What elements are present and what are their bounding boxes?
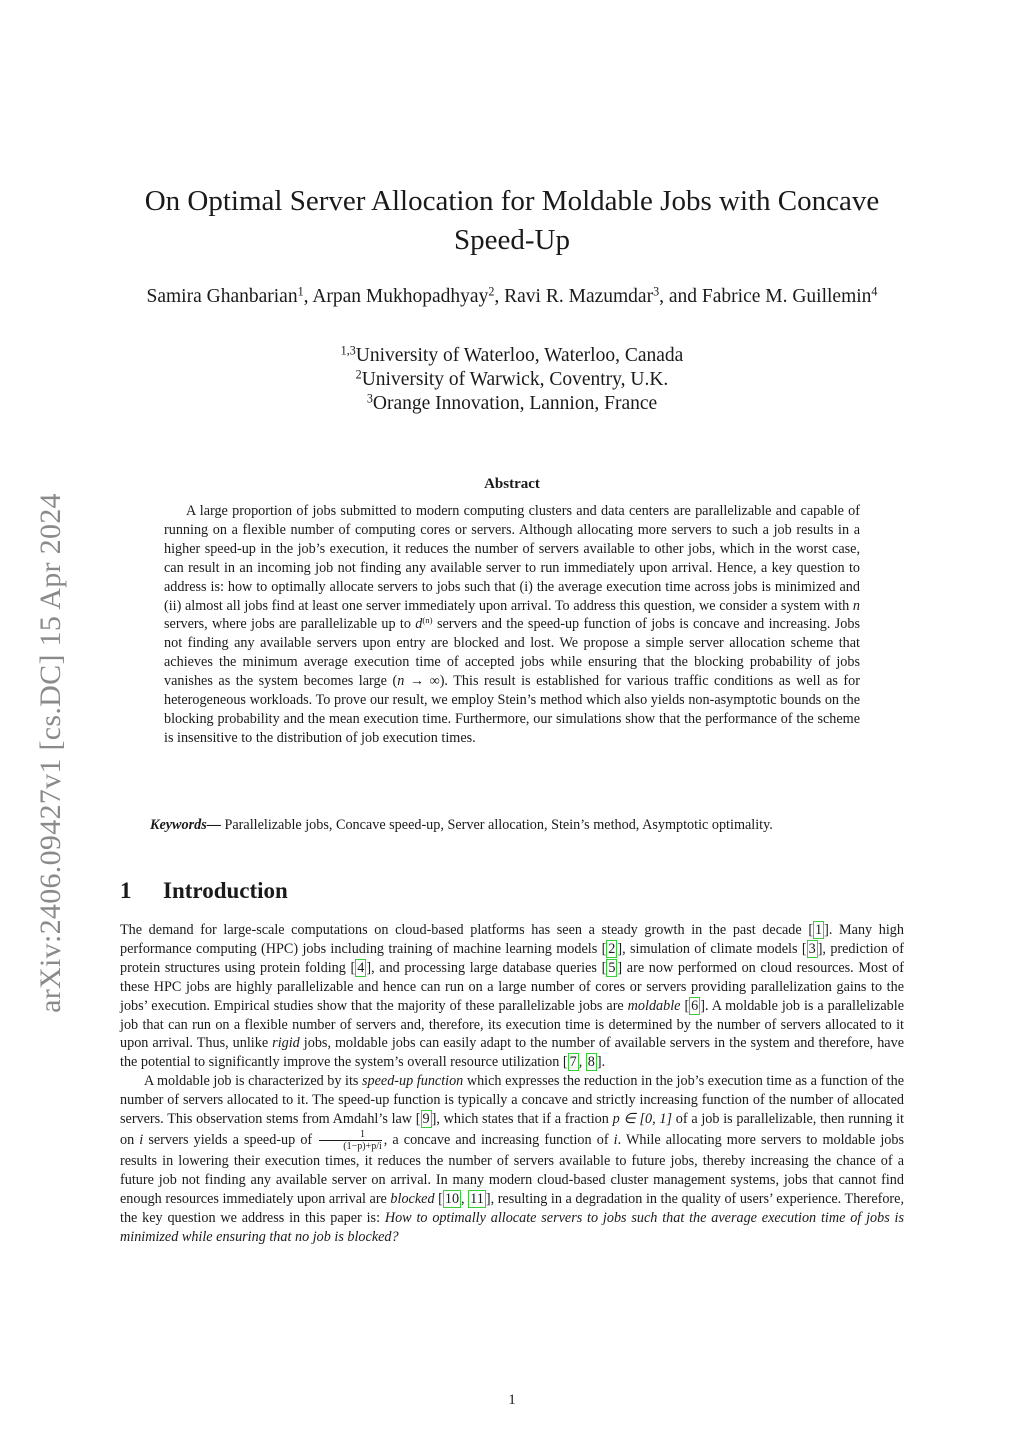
speedup-fraction: $\frac{1}{(1-p)+p/i}$	[319, 1129, 382, 1152]
author-list: Samira Ghanbarian$^1$, Arpan Mukhopadhyay$^2$, Ravi R. Mazumdar$^3$, and Fabrice M. Guillemin$^4$	[146, 284, 878, 307]
keywords: Keywords— Parallelizable jobs, Concave speed-up, Server allocation, Stein’s method, Asymptotic optimality.	[150, 817, 773, 833]
author-name: Arpan Mukhopadhyay	[312, 286, 489, 307]
author-affil-mark: 2	[488, 284, 495, 299]
citation-link[interactable]: 4	[357, 959, 365, 976]
abstract-body: A large proportion of jobs submitted to modern computing clusters and data centers are parallelizable and capable of running on a flexible number of computing cores or servers. Although allocating more servers to such a job results in a higher speed-up in the job’s execution, it reduces the number of servers available to other jobs, which in the worst case, can result in an incoming job not finding any available server to run immediately upon arrival. Hence, a key question to address is: how to optimally allocate servers to jobs such that (i) the average execution time across jobs is minimized and (ii) almost all jobs find at least one server immediately upon arrival. To address this question, we consider a system with n servers, where jobs are parallelizable up to $d^{(n)}$ servers and the speed-up function of jobs is concave and increasing. Jobs not finding any available servers upon entry are blocked and lost. We propose a simple server allocation scheme that achieves the minimum average execution time of accepted jobs while ensuring that the blocking probability of jobs vanishes as the system becomes large (n → ∞). This result is established for various traffic conditions as well as for heterogeneous workloads. To prove our result, we employ Stein’s method which also yields non-asymptotic bounds on the blocking probability and the mean execution time. Furthermore, our simulations show that the performance of the scheme is insensitive to the distribution of job execution times.	[164, 503, 860, 746]
citation-link[interactable]: 3	[808, 940, 816, 957]
affiliation: $^3$Orange Innovation, Lannion, France	[366, 391, 658, 414]
author-affil-mark: 4	[871, 284, 878, 299]
paper-title	[120, 182, 904, 260]
abstract-heading: Abstract	[484, 476, 540, 492]
citation-link[interactable]: 10	[444, 1190, 460, 1207]
citation-link[interactable]: 9	[422, 1111, 430, 1128]
keywords-label: Keywords—	[150, 817, 221, 833]
citation-link[interactable]: 8	[587, 1054, 595, 1071]
author-name: Ravi R. Mazumdar	[504, 286, 654, 307]
citation-link[interactable]: 1	[815, 922, 823, 938]
affiliation: $^{1,3}$University of Waterloo, Waterloo, Canada	[340, 343, 684, 366]
citation-link[interactable]: 11	[470, 1190, 484, 1207]
citation-link[interactable]: 6	[691, 997, 699, 1014]
paragraph: A moldable job is characterized by its speed-up function which expresses the reduction in the job’s execution time as a function of the number of servers allocated to it. The speed-up function is typically a concave and strictly increasing function of the number of allocated servers. This observation stems from Amdahl’s law [ 9 ], which states that if a fraction p ∈ [0, 1] of a job is parallelizable, then running it on i servers yields a speed-up of $\frac{1}{(1-p)+p/i}$ , a concave and increasing function of i. While allocating more servers to moldable jobs results in lowering their execution times, it reduces the number of servers available to future jobs, thereby increasing the chance of a future job not finding any available server on arrival. In many modern cloud-based cluster management systems, jobs that cannot find enough resources immediately upon arrival are blocked [ 10 , 11 ], resulting in a degradation in the quality of users’ experience. Therefore, the key question we address in this paper is: How to optimally allocate servers to jobs such that the average execution time of jobs is minimized while ensuring that no job is blocked?	[120, 1073, 905, 1245]
citation-link[interactable]: 7	[569, 1054, 577, 1071]
paragraph: The demand for large-scale computations on cloud-based platforms has seen a steady growth in the past decade [ 1 ]. Many high performance computing (HPC) jobs including training of machine learning models [ 2 ], simulation of climate models [ 3 ], prediction of protein structures using protein folding [ 4 ], and processing large database queries [ 5 ] are now performed on cloud resources. Most of these HPC jobs are highly parallelizable and hence can run on a large number of cores or servers providing parallelization gains to the jobs’ execution. Empirical studies show that the majority of these parallelizable jobs are moldable [ 6 ]. A moldable job is a parallelizable job that can run on a flexible number of servers and, therefore, its execution time is determined by the number of servers allocated to it upon arrival. Thus, unlike rigid jobs, moldable jobs can easily adapt to the number of available servers in the system and therefore, have the potential to significantly improve the system’s overall resource utilization [ 7 , 8 ].	[120, 922, 904, 1071]
arxiv-identifier: arXiv:2406.09427v1 [cs.DC] 15 Apr 2024	[34, 493, 67, 1013]
page-number: 1	[508, 1392, 516, 1408]
affiliation: $^2$University of Warwick, Coventry, U.K.	[355, 367, 669, 390]
citation-link[interactable]: 2	[608, 940, 616, 957]
introduction-body	[120, 921, 904, 1247]
arxiv-sidebar-stamp	[34, 448, 68, 1058]
section-heading-introduction: 1 Introduction	[120, 878, 288, 903]
author-affil-mark: 1	[297, 284, 304, 299]
title-line-1: On Optimal Server Allocation for Moldable Jobs with Concave	[144, 185, 880, 217]
citation-link[interactable]: 5	[608, 959, 616, 976]
author-name: Samira Ghanbarian	[146, 286, 298, 307]
author-name: Fabrice M. Guillemin	[701, 286, 872, 307]
author-affil-mark: 3	[653, 284, 660, 299]
title-line-2: Speed-Up	[454, 224, 570, 256]
affiliation-list	[120, 344, 904, 416]
